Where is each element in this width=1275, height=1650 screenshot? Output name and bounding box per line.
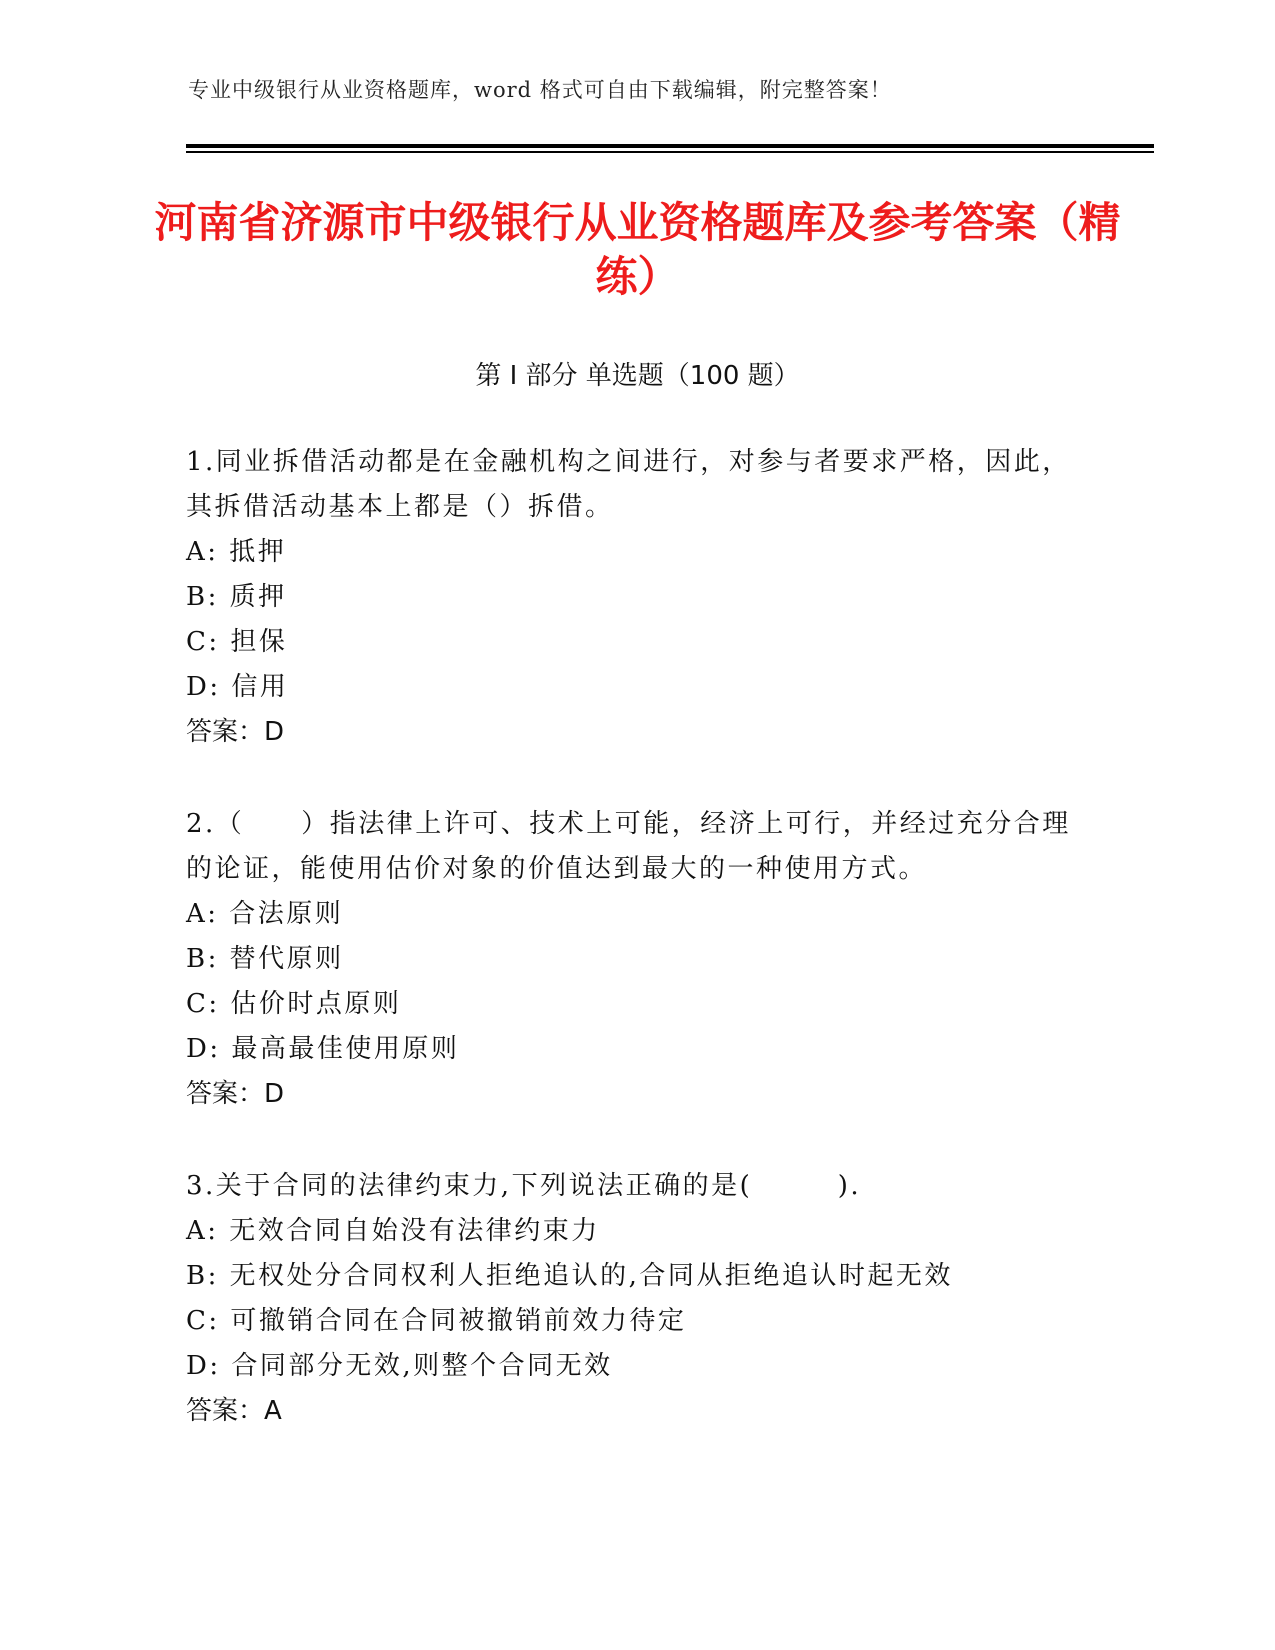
answer-label: 答案： <box>186 1396 265 1426</box>
section-heading: 第 I 部分 单选题（100 题） <box>475 361 800 391</box>
option-a: A: 抵押 <box>186 537 287 567</box>
answer-line <box>186 1389 1076 1434</box>
answer-value: A <box>264 1396 282 1426</box>
option-c: C: 估价时点原则 <box>186 989 402 1019</box>
document-title: 河南省济源市中级银行从业资格题库及参考答案（精练） <box>154 198 1121 301</box>
option-a: A: 合法原则 <box>186 899 344 929</box>
option-d: D: 最高最佳使用原则 <box>186 1034 460 1064</box>
header-rule-thin <box>186 151 1154 153</box>
question-stem: 1.同业拆借活动都是在金融机构之间进行，对参与者要求严格，因此，其拆借活动基本上都是（）拆借。 <box>186 447 1071 522</box>
answer-value: D <box>264 1079 285 1109</box>
answer-value: D <box>264 717 285 747</box>
option-a: A: 无效合同自始没有法律约束力 <box>186 1216 600 1246</box>
question-stem: 2.（ ）指法律上许可、技术上可能，经济上可行，并经过充分合理的论证，能使用估价对象的价值达到最大的一种使用方式。 <box>186 809 1071 884</box>
header-note: 专业中级银行从业资格题库，word 格式可自由下载编辑，附完整答案！ <box>188 78 892 102</box>
header-rule-thick <box>186 144 1154 148</box>
option-b: B: 无权处分合同权利人拒绝追认的,合同从拒绝追认时起无效 <box>186 1261 953 1291</box>
answer-label: 答案： <box>186 1079 265 1109</box>
question-block <box>186 802 1076 1117</box>
option-b: B: 质押 <box>186 582 287 612</box>
question-block <box>186 1164 1076 1434</box>
option-d: D: 合同部分无效,则整个合同无效 <box>186 1351 613 1381</box>
answer-line <box>186 1072 1076 1117</box>
answer-label: 答案： <box>186 717 265 747</box>
option-c: C: 担保 <box>186 627 288 657</box>
option-d: D: 信用 <box>186 672 289 702</box>
answer-line <box>186 710 1076 755</box>
option-c: C: 可撤销合同在合同被撤销前效力待定 <box>186 1306 687 1336</box>
option-b: B: 替代原则 <box>186 944 344 974</box>
question-stem: 3.关于合同的法律约束力,下列说法正确的是( ). <box>186 1171 862 1201</box>
question-block <box>186 440 1076 755</box>
